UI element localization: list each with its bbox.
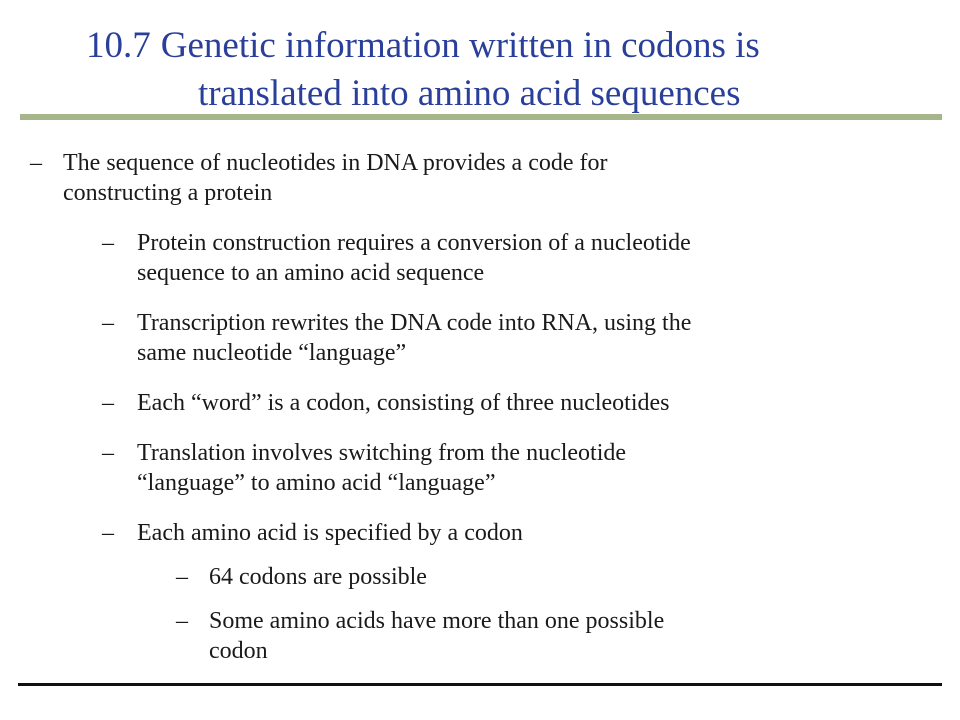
bullet-text: [63, 148, 608, 208]
bullet-dash: –: [176, 564, 188, 590]
bullet-line: “language” to amino acid “language”: [137, 470, 496, 496]
bullet-line: constructing a protein: [63, 180, 273, 206]
bullet-line: Each amino acid is specified by a codon: [137, 520, 523, 546]
slide-title-line-1: [86, 22, 946, 70]
bullet-text: [209, 606, 664, 666]
bullet-line: 64 codons are possible: [209, 564, 427, 590]
bullet-line: The sequence of nucleotides in DNA provides a code for: [63, 150, 608, 176]
bullet-dash: –: [102, 440, 114, 466]
slide-title-number: 10.7: [86, 25, 151, 66]
bullet-text: [209, 562, 427, 592]
bullet-line: Transcription rewrites the DNA code into RNA, using the: [137, 310, 692, 336]
bullet-line: Each “word” is a codon, consisting of three nucleotides: [137, 390, 670, 416]
title-divider: [20, 114, 942, 120]
bullet-text: [137, 388, 670, 418]
bullet-line: Some amino acids have more than one possible: [209, 608, 665, 634]
bullet-text: [137, 518, 523, 548]
bullet-text: [137, 438, 626, 498]
bullet-line: same nucleotide “language”: [137, 340, 407, 366]
slide-title-line-2: translated into amino acid sequences: [198, 73, 741, 114]
bullet-dash: –: [102, 390, 114, 416]
bullet-line: codon: [209, 638, 268, 664]
slide-title-text-1: Genetic information written in codons is: [160, 25, 760, 66]
bullet-line: Protein construction requires a conversion of a nucleotide: [137, 230, 691, 256]
bullet-dash: –: [176, 608, 188, 634]
bullet-line: Translation involves switching from the nucleotide: [137, 440, 627, 466]
bullet-dash: –: [102, 310, 114, 336]
bullet-dash: –: [102, 520, 114, 546]
bottom-divider: [18, 683, 942, 686]
bullet-line: sequence to an amino acid sequence: [137, 260, 485, 286]
bullet-text: [137, 308, 691, 368]
bullet-text: [137, 228, 691, 288]
bullet-dash: –: [30, 150, 42, 176]
slide-title: [86, 22, 946, 118]
bullet-dash: –: [102, 230, 114, 256]
